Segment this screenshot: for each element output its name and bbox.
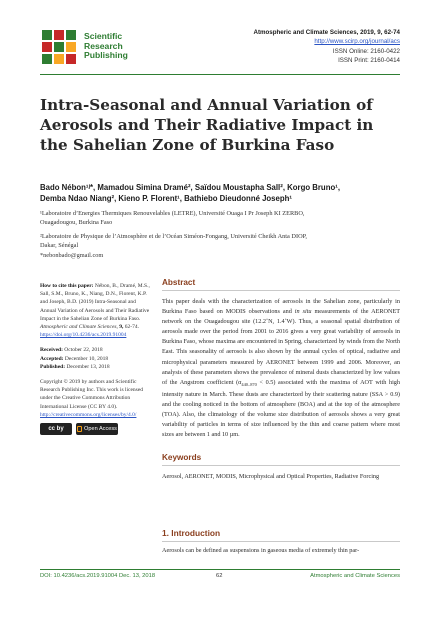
publisher-name <box>84 32 128 61</box>
cc-by-badge[interactable]: cc by <box>40 423 72 435</box>
copyright-text: Copyright © 2019 by authors and Scientific Research Publishing Inc. This work is licensed under the Creative Commons Attribution International License (CC BY 4.0). <box>40 379 144 410</box>
affiliations <box>40 209 400 260</box>
accepted-label: Accepted: <box>40 355 64 362</box>
footer-journal: Atmospheric and Climate Sciences <box>310 573 400 579</box>
publisher-logo-icon <box>40 28 78 66</box>
issn-online: ISSN Online: 2160-0422 <box>332 47 400 55</box>
open-access-badge[interactable] <box>76 423 118 435</box>
abstract-subscript: 440–870 <box>241 381 257 387</box>
introduction-divider <box>162 541 400 542</box>
affiliation-2: ²Laboratoire de Physique de l’Atmosphère et de l’Océan Siméon-Fongang, Université Cheikh Anta DIOP, <box>40 232 307 240</box>
page-number: 62 <box>216 573 223 579</box>
citation-text: Nébon, B., Dramé, M.S., Sall, S.M., Bruno, K., Niang, D.N., Florent, K.P. and Joseph, B.D. (2019) Intra-Seasonal and Annual Variation of Aerosols and Their Radiative Impact in the Sahelian Zone of Burkina Faso. <box>40 283 150 322</box>
author-line2: Demba Ndao Niang², Kieno P. Florent¹, Bathiebo Dieudonné Joseph¹ <box>40 194 292 204</box>
accepted-date: December 10, 2018 <box>64 355 109 362</box>
abstract-part2: measurements of the AERONET network on the Ouagadougou site (12.2˚N, 1.4˚W). Thus, a seasonal spatial distribution of aerosols made over the period from 2001 to 2016 gives a very great variability of aerosols in Burkina Faso, whose maxima are encountered in Spring, characterized by winds from the North East. This seasonality of aerosols is also shown by the annual cycles of optical, radiative and microphysical parameters measured by AERONET between 1999 and 2006. Moreover, an analysis of these parameters shows the prevalence of mineral dusts characterized by low values of the Angstrom coefficient (α <box>162 308 401 386</box>
abstract-italic: in situ <box>294 308 312 316</box>
citation-block <box>40 282 152 339</box>
received-label: Received: <box>40 347 63 354</box>
license-badges <box>40 423 152 435</box>
keywords-divider <box>162 465 400 466</box>
paper-title: Intra-Seasonal and Annual Variation of Aerosols and Their Radiative Impact in the Sahelian Zone of Burkina Faso <box>40 96 374 154</box>
affiliation-2-location: Dakar, Sénégal <box>40 242 79 250</box>
publisher-line3: Publishing <box>84 50 128 61</box>
journal-url-link[interactable]: http://www.scirp.org/journal/acs <box>314 38 400 46</box>
doi-link[interactable]: https://doi.org/10.4236/acs.2019.91004 <box>40 332 127 339</box>
journal-reference: Atmospheric and Climate Sciences, 2019, 9, 62-74 <box>253 29 400 36</box>
article-sidebar <box>40 282 152 442</box>
journal-meta <box>170 28 400 66</box>
author-line1: Bado Nébon¹ʲ*, Mamadou Simina Dramé², Saïdou Moustapha Sall², Korgo Bruno¹, <box>40 183 340 192</box>
published-date: December 13, 2018 <box>66 363 110 370</box>
affiliation-1: ¹Laboratoire d’Energies Thermiques Renouvelables (LETRE), Université Ouaga I Pr Joseph KI ZERBO, <box>40 210 305 217</box>
header-divider <box>40 74 400 75</box>
corresponding-email[interactable]: *nebonbado@gmail.com <box>40 251 104 259</box>
keywords-text: Aerosol, AERONET, MODIS, Microphysical and Optical Properties, Radiative Forcing <box>162 472 380 480</box>
abstract-part1: This paper deals with the characterization of aerosols in the Sahelian zone, particularly in Burkina Faso based on MODIS observations and <box>162 298 400 316</box>
dates-block <box>40 346 152 371</box>
abstract-text <box>162 297 400 441</box>
copyright-block <box>40 378 152 435</box>
citation-label: How to cite this paper: <box>40 283 94 289</box>
abstract-heading: Abstract <box>162 278 196 287</box>
publisher-logo <box>40 26 190 72</box>
license-link[interactable]: http://creativecommons.org/licenses/by/4.0/ <box>40 411 137 418</box>
footer-doi: DOI: 10.4236/acs.2019.91004 Dec. 13, 2018 <box>40 573 156 579</box>
open-access-label: Open Access <box>84 425 117 432</box>
citation-volume: 9, <box>119 324 124 331</box>
introduction-section <box>162 528 400 556</box>
abstract-divider <box>162 290 400 291</box>
issn-print: ISSN Print: 2160-0414 <box>338 57 400 65</box>
publisher-line2: Research <box>84 40 123 51</box>
publisher-line1: Scientific <box>84 31 123 41</box>
introduction-heading: 1. Introduction <box>162 528 221 538</box>
author-list <box>40 182 400 204</box>
abstract-part3: < 0.5) associated with the maxima of AOT with high intensity nature in March. These dusts are characterized by their scattering nature (SSA > 0.9) and the cooling noticed in the bottom of atmosphere (BOA) and at the top of the atmosphere (TOA). Also, the climatology of the volume size distribution of aerosols shows a very great variability of particles in terms of size influenced by the thin and coarse pattern where most sizes are between 1 and 10 µm. <box>162 378 400 439</box>
introduction-text: Aerosols can be defined as suspensions in gaseous media of extremely thin par- <box>162 547 360 554</box>
affiliation-1-location: Ouagadougou, Burkina Faso <box>40 219 113 227</box>
citation-journal: Atmospheric and Climate Sciences, <box>40 324 118 331</box>
received-date: October 22, 2018 <box>64 347 103 354</box>
footer-divider <box>40 569 400 570</box>
keywords-heading: Keywords <box>162 452 202 462</box>
open-lock-icon <box>77 426 82 432</box>
published-label: Published: <box>40 363 66 370</box>
citation-pages: 62-74. <box>124 324 139 331</box>
abstract-section <box>162 278 400 482</box>
